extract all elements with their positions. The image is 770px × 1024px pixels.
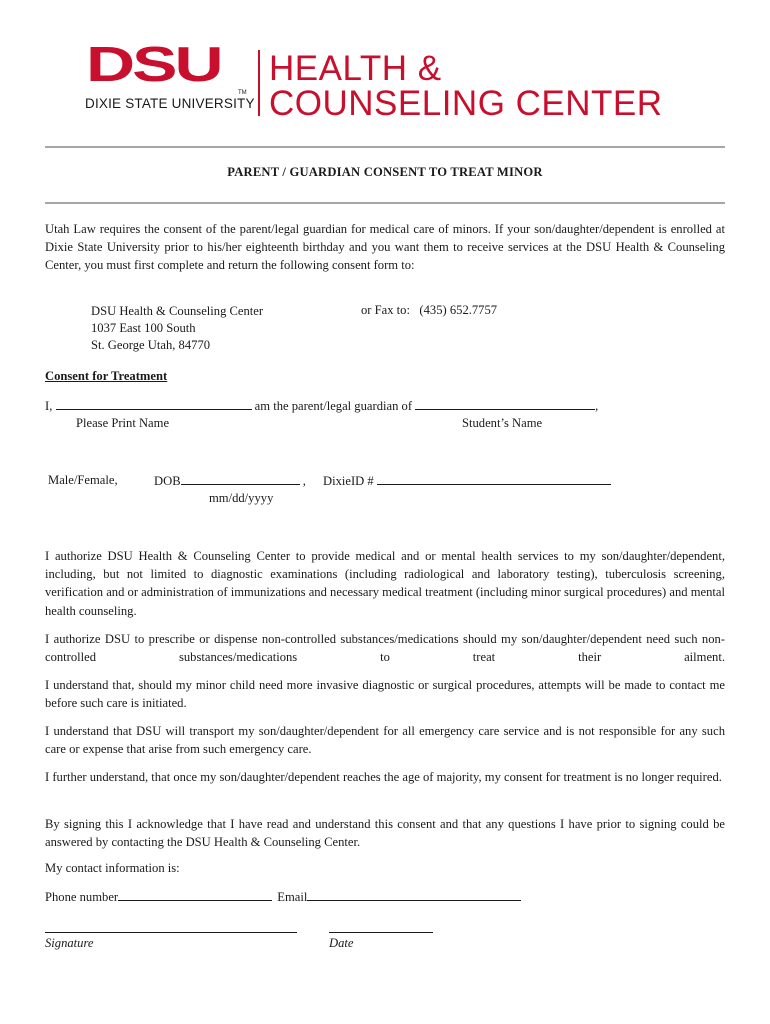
contact-line (45, 889, 521, 905)
title-rule (45, 202, 725, 204)
date-field[interactable] (329, 932, 433, 933)
acknowledgement-paragraph: By signing this I acknowledge that I have read and understand this consent and that any questions I have prior to signing could be answered by contacting the DSU Health & Counseling Center. (45, 817, 725, 850)
age-of-majority-paragraph: I further understand, that once my son/daughter/dependent reaches the age of majority, my consent for treatment is no longer required. (45, 770, 722, 784)
dixieid-field[interactable] (377, 473, 611, 485)
mailing-address (91, 303, 263, 354)
logo-center-name-line2: COUNSELING CENTER (269, 84, 663, 123)
parent-name-label: Please Print Name (76, 416, 170, 430)
parent-name-field[interactable] (56, 398, 252, 410)
top-rule (45, 146, 725, 148)
intro-paragraph: Utah Law requires the consent of the parent/legal guardian for medical care of minors. If your son/daughter/dependent is enrolled at Dixie State University prior to his/her eighteenth birthday and you want them to receive services at the DSU Health & Counseling Center, you must first complete and return the following consent form to: (45, 222, 725, 273)
guardian-suffix: , (595, 399, 599, 413)
student-name-label: Student’s Name (462, 416, 543, 430)
logo-trademark: TM (238, 90, 247, 96)
fax-number: or Fax to: (435) 652.7757 (361, 303, 498, 317)
authorization-paragraph-2: I authorize DSU to prescribe or dispense non-controlled substances/medications should my son/daughter/dependent need such non-controlled substances/medications to treat their ailment. (45, 632, 725, 665)
dob-line (154, 473, 306, 489)
address-line-1: DSU Health & Counseling Center (91, 304, 264, 318)
contact-intro: My contact information is: (45, 861, 180, 875)
dixieid-label: DixieID # (323, 474, 374, 488)
emergency-transport-paragraph: I understand that DSU will transport my son/daughter/dependent for all emergency care service and is not responsible for any such care or expense that arise from such emergency care. (45, 724, 725, 757)
address-line-3: St. George Utah, 84770 (91, 338, 211, 352)
consent-heading: Consent for Treatment (45, 369, 168, 383)
invasive-procedures-paragraph: I understand that, should my minor child need more invasive diagnostic or surgical procedures, attempts will be made to contact me before such care is initiated. (45, 678, 725, 711)
logo-divider (258, 50, 260, 116)
guardian-line (45, 398, 598, 414)
phone-field[interactable] (118, 889, 272, 901)
dob-comma: , (302, 474, 306, 488)
guardian-prefix: I, (45, 399, 53, 413)
guardian-middle-text: am the parent/legal guardian of (254, 399, 413, 413)
signature-field[interactable] (45, 932, 297, 933)
dob-field[interactable] (181, 473, 300, 485)
email-label: Email (277, 890, 308, 904)
logo-center-name-line1: HEALTH & (269, 49, 442, 88)
signature-label: Signature (45, 936, 94, 950)
phone-label: Phone number (45, 890, 119, 904)
dob-label: DOB (154, 474, 181, 488)
dob-format-label: mm/dd/yyyy (209, 491, 274, 505)
address-line-2: 1037 East 100 South (91, 321, 196, 335)
sex-label: Male/Female, (48, 473, 118, 487)
date-label: Date (329, 936, 354, 950)
dsu-logo-wordmark: DSU (86, 37, 221, 92)
form-title: PARENT / GUARDIAN CONSENT TO TREAT MINOR (227, 165, 543, 179)
student-name-field[interactable] (415, 398, 595, 410)
dixieid-line (323, 473, 611, 489)
email-field[interactable] (307, 889, 521, 901)
logo-university-name: DIXIE STATE UNIVERSITY (85, 96, 255, 111)
authorization-paragraph-1: I authorize DSU Health & Counseling Center to provide medical and or mental health services to my son/daughter/dependent, including, but not limited to diagnostic examinations (including radiological and laboratory testing), tuberculosis screening, verification and or administration of immunizations and necessary medical treatment (including minor surgical procedures) and mental health counseling. (45, 549, 725, 618)
